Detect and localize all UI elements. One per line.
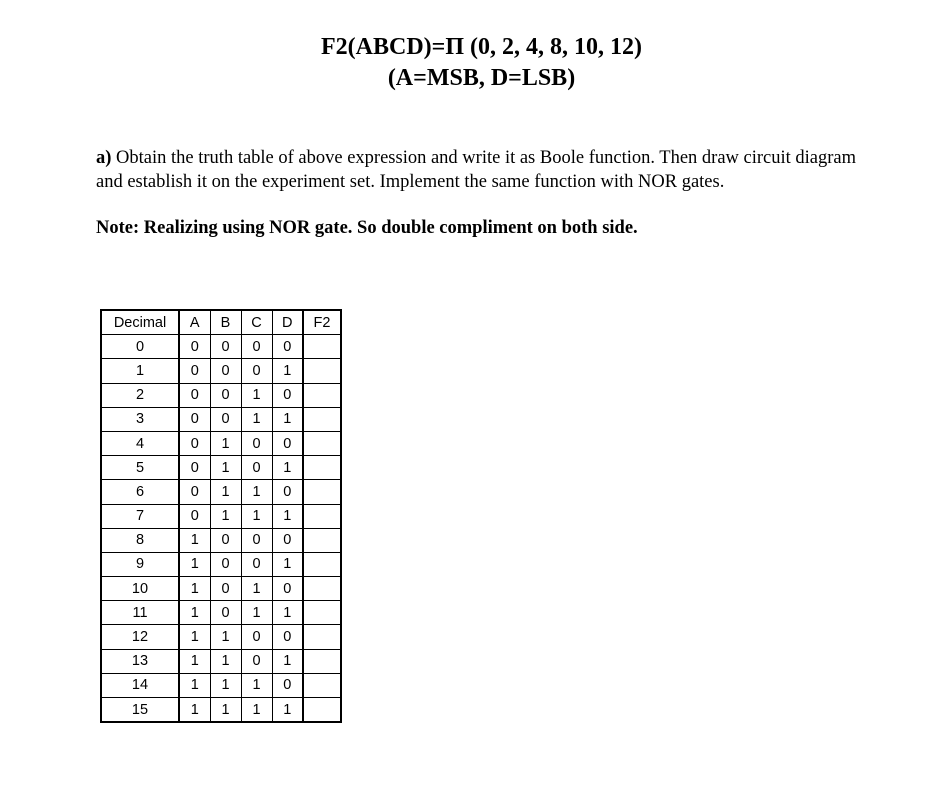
table-row bbox=[101, 431, 341, 455]
f2-output-cell bbox=[303, 335, 341, 359]
question-text: Obtain the truth table of above expression and write it as Boole function. Then draw circuit diagram and establish it on the experiment set. Implement the same function with NOR gates. bbox=[96, 148, 857, 192]
f2-output-cell bbox=[303, 359, 341, 383]
table-row bbox=[101, 673, 341, 697]
table-cell: 1 bbox=[272, 359, 303, 383]
table-cell: 8 bbox=[101, 528, 179, 552]
table-cell: 1 bbox=[101, 359, 179, 383]
f2-output-cell bbox=[303, 649, 341, 673]
table-cell: 0 bbox=[272, 480, 303, 504]
table-row bbox=[101, 601, 341, 625]
f2-output-cell bbox=[303, 504, 341, 528]
table-row bbox=[101, 649, 341, 673]
column-header: A bbox=[179, 310, 210, 335]
table-cell: 0 bbox=[272, 431, 303, 455]
column-header: D bbox=[272, 310, 303, 335]
table-cell: 15 bbox=[101, 698, 179, 723]
table-cell: 0 bbox=[210, 383, 241, 407]
table-row bbox=[101, 625, 341, 649]
table-row bbox=[101, 456, 341, 480]
table-cell: 1 bbox=[210, 649, 241, 673]
f2-output-cell bbox=[303, 431, 341, 455]
table-cell: 0 bbox=[210, 528, 241, 552]
table-cell: 6 bbox=[101, 480, 179, 504]
table-cell: 0 bbox=[272, 335, 303, 359]
table-cell: 11 bbox=[101, 601, 179, 625]
table-cell: 0 bbox=[179, 480, 210, 504]
f2-output-cell bbox=[303, 698, 341, 723]
table-cell: 4 bbox=[101, 431, 179, 455]
table-cell: 14 bbox=[101, 673, 179, 697]
table-cell: 1 bbox=[272, 698, 303, 723]
table-cell: 1 bbox=[241, 480, 272, 504]
f2-output-cell bbox=[303, 456, 341, 480]
table-cell: 1 bbox=[241, 673, 272, 697]
table-cell: 1 bbox=[210, 431, 241, 455]
table-cell: 3 bbox=[101, 407, 179, 431]
f2-output-cell bbox=[303, 480, 341, 504]
table-cell: 1 bbox=[179, 625, 210, 649]
f2-output-cell bbox=[303, 601, 341, 625]
f2-output-cell bbox=[303, 552, 341, 576]
table-cell: 0 bbox=[241, 359, 272, 383]
column-header: F2 bbox=[303, 310, 341, 335]
table-cell: 0 bbox=[272, 625, 303, 649]
table-row bbox=[101, 335, 341, 359]
column-header: C bbox=[241, 310, 272, 335]
table-cell: 1 bbox=[241, 407, 272, 431]
table-cell: 12 bbox=[101, 625, 179, 649]
table-cell: 7 bbox=[101, 504, 179, 528]
table-cell: 1 bbox=[179, 649, 210, 673]
table-cell: 1 bbox=[272, 552, 303, 576]
table-cell: 1 bbox=[272, 601, 303, 625]
column-header: B bbox=[210, 310, 241, 335]
table-row bbox=[101, 698, 341, 723]
f2-output-cell bbox=[303, 577, 341, 601]
f2-output-cell bbox=[303, 383, 341, 407]
table-cell: 1 bbox=[241, 601, 272, 625]
table-cell: 1 bbox=[272, 649, 303, 673]
table-cell: 9 bbox=[101, 552, 179, 576]
table-cell: 1 bbox=[272, 407, 303, 431]
table-cell: 0 bbox=[210, 552, 241, 576]
table-cell: 0 bbox=[241, 625, 272, 649]
table-cell: 1 bbox=[210, 456, 241, 480]
table-cell: 0 bbox=[272, 383, 303, 407]
table-row bbox=[101, 383, 341, 407]
table-cell: 0 bbox=[179, 359, 210, 383]
table-cell: 1 bbox=[179, 552, 210, 576]
truth-table bbox=[100, 309, 342, 723]
f2-output-cell bbox=[303, 625, 341, 649]
table-cell: 1 bbox=[179, 698, 210, 723]
table-cell: 0 bbox=[179, 335, 210, 359]
table-row bbox=[101, 359, 341, 383]
table-cell: 0 bbox=[210, 601, 241, 625]
table-cell: 0 bbox=[179, 383, 210, 407]
table-row bbox=[101, 480, 341, 504]
table-cell: 1 bbox=[210, 480, 241, 504]
f2-output-cell bbox=[303, 407, 341, 431]
table-cell: 0 bbox=[179, 431, 210, 455]
table-row bbox=[101, 528, 341, 552]
table-cell: 0 bbox=[179, 504, 210, 528]
table-cell: 0 bbox=[101, 335, 179, 359]
table-row bbox=[101, 504, 341, 528]
table-cell: 1 bbox=[272, 504, 303, 528]
table-cell: 1 bbox=[241, 383, 272, 407]
table-cell: 0 bbox=[179, 456, 210, 480]
table-row bbox=[101, 577, 341, 601]
table-cell: 0 bbox=[210, 335, 241, 359]
table-cell: 5 bbox=[101, 456, 179, 480]
table-cell: 1 bbox=[179, 528, 210, 552]
table-cell: 0 bbox=[179, 407, 210, 431]
table-cell: 0 bbox=[241, 528, 272, 552]
question-label: a) bbox=[96, 148, 112, 168]
table-cell: 1 bbox=[210, 625, 241, 649]
table-cell: 0 bbox=[210, 577, 241, 601]
table-cell: 1 bbox=[241, 577, 272, 601]
f2-output-cell bbox=[303, 528, 341, 552]
table-cell: 1 bbox=[210, 673, 241, 697]
table-cell: 0 bbox=[241, 431, 272, 455]
table-cell: 0 bbox=[241, 335, 272, 359]
table-cell: 0 bbox=[241, 649, 272, 673]
f2-output-cell bbox=[303, 673, 341, 697]
table-cell: 1 bbox=[241, 504, 272, 528]
table-cell: 1 bbox=[179, 577, 210, 601]
table-cell: 2 bbox=[101, 383, 179, 407]
table-cell: 1 bbox=[179, 673, 210, 697]
table-cell: 0 bbox=[210, 359, 241, 383]
table-cell: 0 bbox=[272, 673, 303, 697]
table-cell: 0 bbox=[241, 456, 272, 480]
question-a bbox=[96, 146, 876, 194]
table-cell: 1 bbox=[272, 456, 303, 480]
table-row bbox=[101, 552, 341, 576]
table-cell: 1 bbox=[241, 698, 272, 723]
table-cell: 0 bbox=[272, 577, 303, 601]
bit-order-subtitle: (A=MSB, D=LSB) bbox=[387, 65, 576, 91]
truth-table-body bbox=[101, 335, 341, 723]
note-text: Note: Realizing using NOR gate. So double compliment on both side. bbox=[96, 218, 638, 238]
column-header: Decimal bbox=[101, 310, 179, 335]
table-cell: 10 bbox=[101, 577, 179, 601]
table-cell: 0 bbox=[272, 528, 303, 552]
table-cell: 1 bbox=[179, 601, 210, 625]
table-cell: 13 bbox=[101, 649, 179, 673]
table-cell: 1 bbox=[210, 504, 241, 528]
truth-table-header-row bbox=[101, 310, 341, 335]
function-expression-title: F2(ABCD)=Π (0, 2, 4, 8, 10, 12) bbox=[321, 34, 642, 60]
table-cell: 1 bbox=[210, 698, 241, 723]
table-row bbox=[101, 407, 341, 431]
table-cell: 0 bbox=[241, 552, 272, 576]
table-cell: 0 bbox=[210, 407, 241, 431]
